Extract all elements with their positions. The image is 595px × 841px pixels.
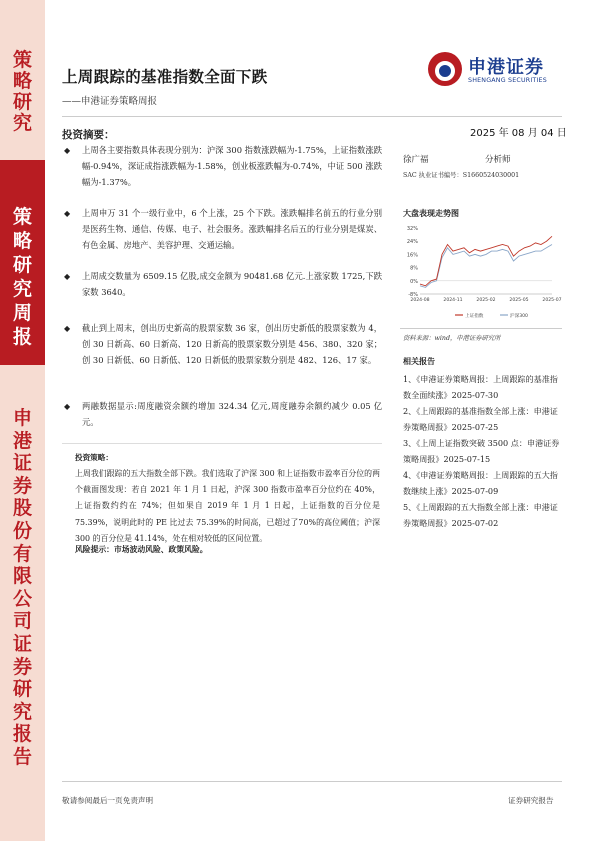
company-logo bbox=[428, 50, 563, 90]
footer-disclaimer: 敬请参阅最后一页免责声明 bbox=[62, 796, 154, 805]
related-report-link[interactable]: 5、《上周跟踪的五大指数全部上涨：申港证券策略周报》2025-07-02 bbox=[403, 502, 558, 528]
related-report-link[interactable]: 4、《申港证券策略周报：上周跟踪的五大指数继续上涨》2025-07-09 bbox=[403, 470, 558, 496]
footer-divider bbox=[62, 781, 562, 782]
analyst-name: 徐广福 bbox=[403, 155, 429, 165]
y-tick-label: 32% bbox=[406, 226, 418, 232]
report-subtitle: ——申港证券策略周报 bbox=[62, 96, 158, 107]
y-tick-label: 8% bbox=[410, 265, 418, 272]
chart-source: 资料来源：wind，申港证券研究所 bbox=[403, 335, 501, 342]
analyst-role: 分析师 bbox=[485, 155, 511, 165]
x-tick-label: 2025-05 bbox=[509, 298, 529, 303]
strategy-heading: 投资策略： bbox=[75, 453, 113, 462]
market-trend-chart bbox=[400, 222, 562, 322]
y-tick-label: -8% bbox=[408, 292, 418, 298]
logo-mark-icon bbox=[428, 52, 462, 86]
related-report-link[interactable]: 1、《申港证券策略周报：上周跟踪的基准指数全面续涨》2025-07-30 bbox=[403, 374, 558, 400]
related-report-link[interactable]: 3、《上周上证指数突破 3500 点：申港证券策略周报》2025-07-15 bbox=[403, 438, 560, 464]
y-tick-label: 24% bbox=[406, 239, 418, 246]
chart-title: 大盘表现走势图 bbox=[403, 208, 459, 218]
report-title: 上周跟踪的基准指数全面下跌 bbox=[62, 67, 268, 86]
summary-bullet: ◆ 上周各主要指数具体表现分别为：沪深 300 指数涨跌幅为-1.75%，上证指数涨跌幅-0.94%，深证成指涨跌幅为-1.58%，创业板涨跌幅为-0.74%，中证 500 涨跌幅为-1.37%。 bbox=[64, 145, 382, 187]
logo-cn-text: 申港证券 bbox=[468, 57, 544, 78]
footer-report-type: 证券研究报告 bbox=[508, 796, 554, 805]
summary-bullet: ◆ 上周申万 31 个一级行业中，6 个上涨，25 个下跌。涨跌幅排名前五的行业分别是医药生物、通信、传媒、电子、社会服务。涨跌幅排名后五的行业分别是煤炭、有色金属、房地产、美容护理、交通运输。 bbox=[64, 208, 382, 250]
chart-divider bbox=[400, 328, 562, 329]
risk-warning: 风险提示：市场波动风险、政策风险。 bbox=[75, 545, 208, 554]
x-tick-label: 2025-07 bbox=[542, 298, 562, 303]
summary-bullet: ◆ 截止到上周末，创出历史新高的股票家数 36 家，创出历史新低的股票家数为 4，创 30 日新高、60 日新高、120 日新高的股票家数分别是 456、380、320 家；创 30 日新低、60 日新低、120 日新低的股票家数分别是 482、126、17 家。 bbox=[64, 323, 382, 365]
summary-heading: 投资摘要： bbox=[62, 129, 115, 141]
sidebar-company-label: 申 港 证 券 股 份 有 限 公 司 证 券 研 究 报 告 bbox=[0, 365, 45, 841]
related-reports-heading: 相关报告 bbox=[403, 356, 435, 366]
x-tick-label: 2025-02 bbox=[476, 298, 496, 303]
series-line bbox=[420, 236, 552, 285]
summary-bullet: ◆ 两融数据显示:周度融资余额约增加 324.34 亿元,周度融券余额约减少 0.05 亿元。 bbox=[64, 401, 382, 427]
legend-label: 上证指数 bbox=[465, 314, 484, 319]
logo-en-text: SHENGANG SECURITIES bbox=[468, 77, 547, 84]
related-report-link[interactable]: 2、《上周跟踪的基准指数全部上涨：申港证券策略周报》2025-07-25 bbox=[403, 406, 558, 432]
sidebar-category-label: 策 略 研 究 bbox=[0, 0, 45, 160]
x-tick-label: 2024-11 bbox=[443, 298, 463, 303]
summary-bullet: ◆ 上周成交数量为 6509.15 亿股,成交金额为 90481.68 亿元.上涨家数 1725,下跌家数 3640。 bbox=[64, 271, 382, 297]
analyst-sac-number: SAC 执业证书编号：S1660524030001 bbox=[403, 172, 520, 179]
strategy-body: 上周我们跟踪的五大指数全部下跌。我们选取了沪深 300 和上证指数市盈率百分位的两个截面图发现：若自 2021 年 1 月 1 日起，沪深 300 指数市盈率百分位约在 40%，上证指数约约在 74%；但如果自 2019 年 1 月 1 日起，上证指数的百分位是 75.39%，说明此时的 PE 比过去 75.39%的时间高，已超过了70%的高位阈值；沪深 300 的百分位是 41.14%，处在相对较低的区间位置。 bbox=[75, 469, 380, 543]
legend-label: 沪深300 bbox=[510, 314, 528, 319]
report-date: 2025 年 08 月 04 日 bbox=[470, 128, 567, 139]
x-tick-label: 2024-08 bbox=[410, 298, 430, 303]
y-tick-label: 0% bbox=[410, 278, 418, 285]
sidebar-report-type-label: 策 略 研 究 周 报 bbox=[0, 160, 45, 365]
header-divider bbox=[62, 116, 562, 117]
y-tick-label: 16% bbox=[406, 252, 418, 259]
